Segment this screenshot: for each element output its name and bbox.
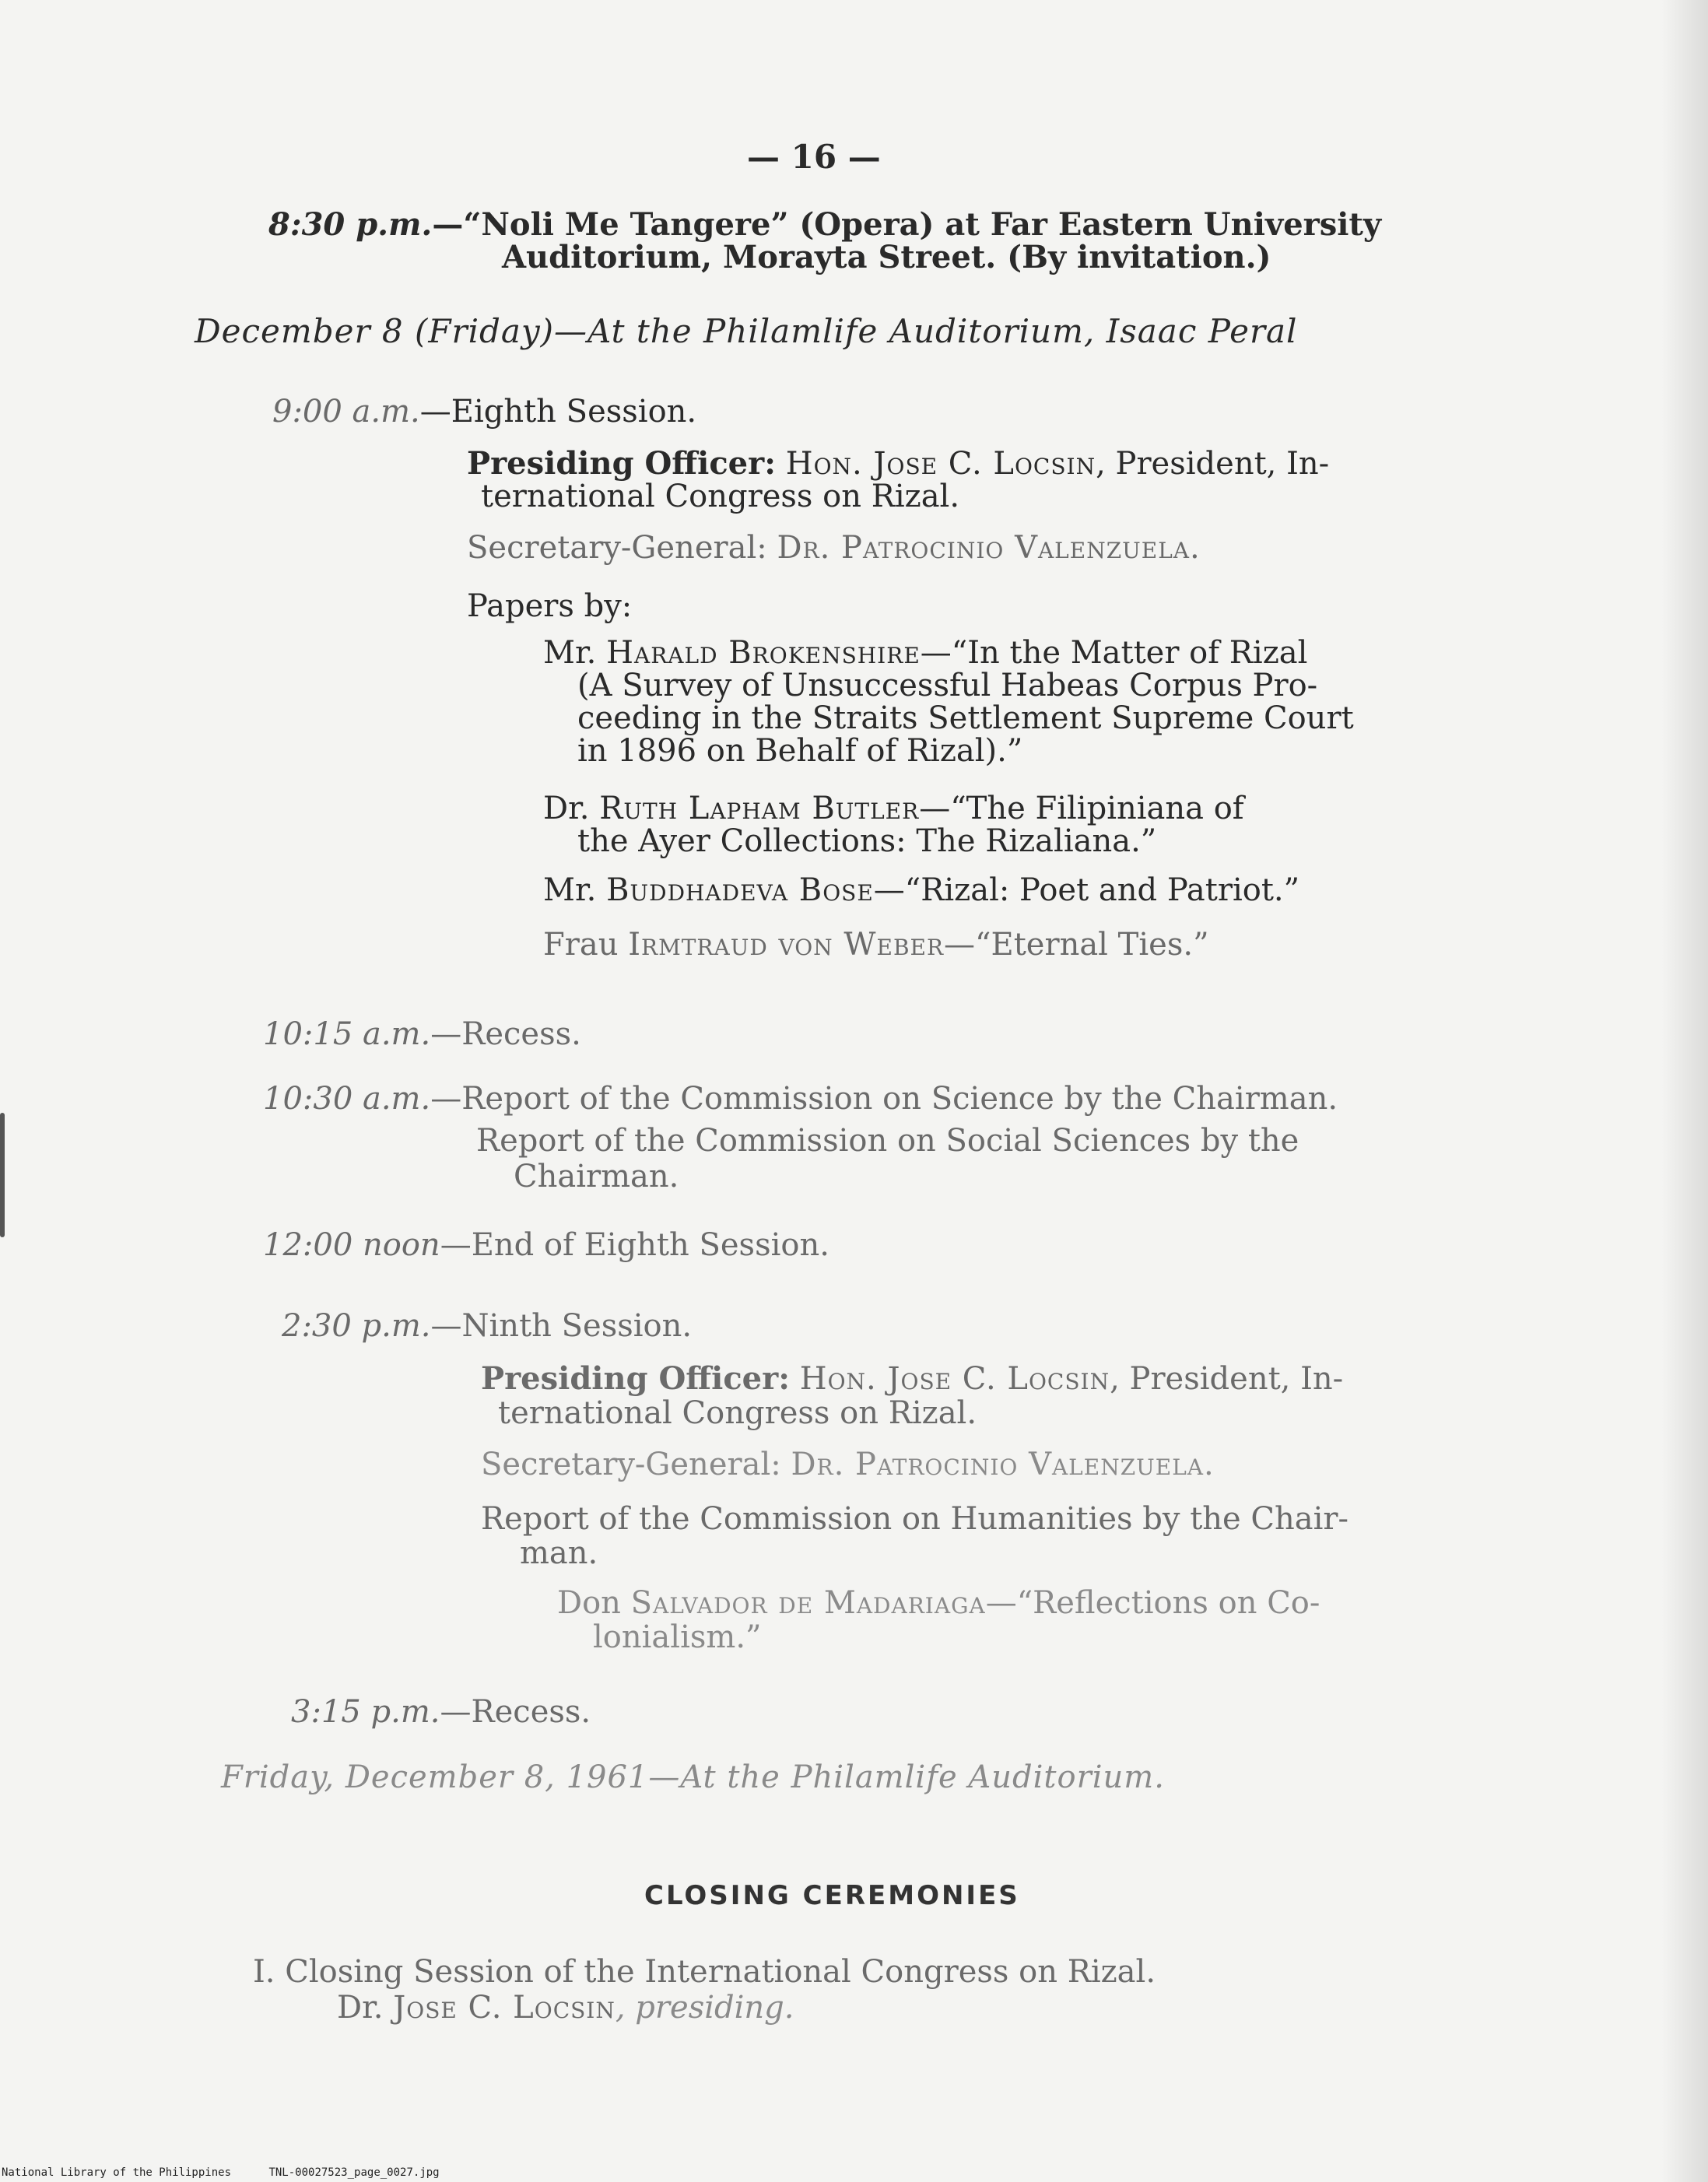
- opera-entry: [268, 206, 1381, 244]
- paper-entry: Don Salvador de Madariaga—“Reflections on Co-: [557, 1585, 1320, 1621]
- presiding-title: , President, In-: [1110, 1361, 1344, 1397]
- paper-author: Irmtraud von Weber: [628, 927, 945, 963]
- entry-text: —Recess.: [440, 1694, 591, 1730]
- humanities-report-line: Report of the Commission on Humanities by the Chair-: [481, 1501, 1349, 1537]
- paper-entry: Frau Irmtraud von Weber—“Eternal Ties.”: [543, 927, 1209, 963]
- day-heading: December 8 (Friday)—At the Philamlife Auditorium, Isaac Peral: [195, 312, 1298, 350]
- entry-time: 10:15 a.m.: [263, 1016, 431, 1052]
- eighth-session-entry: [272, 393, 696, 430]
- paper-entry: Dr. Ruth Lapham Butler—“The Filipiniana of: [543, 791, 1244, 826]
- page-number: — 16 —: [747, 138, 881, 176]
- paper-author: Salvador de Madariaga: [630, 1585, 986, 1621]
- page-edge-shadow: [1661, 0, 1708, 2182]
- library-name: National Library of the Philippines: [2, 2166, 232, 2179]
- closing-presiding-line: Dr. Jose C. Locsin, presiding.: [337, 1990, 794, 2026]
- ninth-session-entry: [282, 1307, 692, 1345]
- recess-entry: [291, 1693, 591, 1731]
- entry-time: 3:15 p.m.: [291, 1694, 440, 1730]
- entry-text: —Report of the Commission on Science by the Chairman.: [430, 1081, 1338, 1117]
- paper-entry-continued: the Ayer Collections: The Rizaliana.”: [577, 823, 1157, 859]
- secretary-label: Secretary-General:: [467, 530, 767, 566]
- binding-mark: [0, 1113, 5, 1237]
- presiding-officer-continued: ternational Congress on Rizal.: [481, 479, 960, 514]
- presiding-name: Hon. Jose C. Locsin: [785, 446, 1096, 482]
- entry-time: 12:00 noon: [263, 1227, 440, 1263]
- closing-ceremonies-heading: CLOSING CEREMONIES: [644, 1880, 1020, 1911]
- presiding-title: , President, In-: [1096, 446, 1330, 482]
- paper-entry-continued: (A Survey of Unsuccessful Habeas Corpus Pro-: [577, 668, 1318, 703]
- entry-time: 9:00 a.m.: [272, 394, 420, 430]
- entry-text: —Recess.: [430, 1016, 581, 1052]
- paper-author: Harald Brokenshire: [606, 635, 921, 671]
- paper-entry-continued: in 1896 on Behalf of Rizal).”: [577, 733, 1023, 769]
- humanities-report-continued: man.: [520, 1535, 598, 1571]
- paper-title: —“The Filipiniana of: [919, 791, 1244, 826]
- entry-time: 10:30 a.m.: [263, 1081, 431, 1117]
- papers-label: Papers by:: [467, 588, 633, 624]
- reports-entry-continued: Chairman.: [514, 1159, 679, 1194]
- paper-author: Buddhadeva Bose: [606, 872, 874, 908]
- closing-session-line: I. Closing Session of the International Congress on Rizal.: [253, 1954, 1156, 1990]
- presiding-officer-line: [467, 445, 1329, 482]
- friday-line: Friday, December 8, 1961—At the Philamlife Auditorium.: [221, 1759, 1165, 1795]
- reports-entry: [263, 1080, 1338, 1117]
- paper-author: Ruth Lapham Butler: [599, 791, 920, 826]
- presiding-name: Hon. Jose C. Locsin: [799, 1361, 1110, 1397]
- paper-title: —“Reflections on Co-: [985, 1585, 1320, 1621]
- reports-entry-continued: Report of the Commission on Social Sciences by the: [476, 1123, 1299, 1159]
- paper-entry-continued: lonialism.”: [593, 1619, 762, 1655]
- secretary-name: Dr. Patrocinio Valenzuela.: [777, 530, 1201, 566]
- entry-text: —Ninth Session.: [430, 1308, 693, 1344]
- recess-entry: [263, 1016, 581, 1053]
- presiding-officer-continued: ternational Congress on Rizal.: [498, 1395, 977, 1431]
- presiding-officer-line: [481, 1360, 1343, 1398]
- entry-time: 8:30 p.m.: [268, 206, 433, 243]
- secretary-label: Secretary-General:: [481, 1447, 781, 1482]
- secretary-general-line: [481, 1446, 1215, 1483]
- paper-title: —“In the Matter of Rizal: [920, 635, 1308, 671]
- entry-text: —“Noli Me Tangere” (Opera) at Far Eastern University: [432, 206, 1382, 243]
- end-session-entry: [263, 1226, 829, 1264]
- secretary-name: Dr. Patrocinio Valenzuela.: [791, 1447, 1215, 1482]
- paper-title: —“Eternal Ties.”: [944, 927, 1209, 963]
- entry-text: —Eighth Session.: [419, 394, 697, 430]
- paper-entry: Mr. Harald Brokenshire—“In the Matter of Rizal: [543, 635, 1308, 671]
- entry-text: —End of Eighth Session.: [440, 1227, 829, 1263]
- paper-entry: Mr. Buddhadeva Bose—“Rizal: Poet and Patriot.”: [543, 872, 1300, 908]
- presiding-label: Presiding Officer:: [467, 445, 776, 482]
- paper-entry-continued: ceeding in the Straits Settlement Supreme Court: [577, 700, 1354, 736]
- secretary-general-line: [467, 529, 1201, 567]
- presiding-name: Jose C. Locsin: [393, 1990, 616, 2026]
- opera-entry-continued: Auditorium, Morayta Street. (By invitation.): [502, 239, 1271, 275]
- paper-title: —“Rizal: Poet and Patriot.”: [873, 872, 1300, 908]
- file-name: TNL-00027523_page_0027.jpg: [268, 2166, 440, 2179]
- scan-footer: [2, 2166, 471, 2179]
- presiding-label: Presiding Officer:: [481, 1360, 790, 1397]
- entry-time: 2:30 p.m.: [282, 1308, 431, 1344]
